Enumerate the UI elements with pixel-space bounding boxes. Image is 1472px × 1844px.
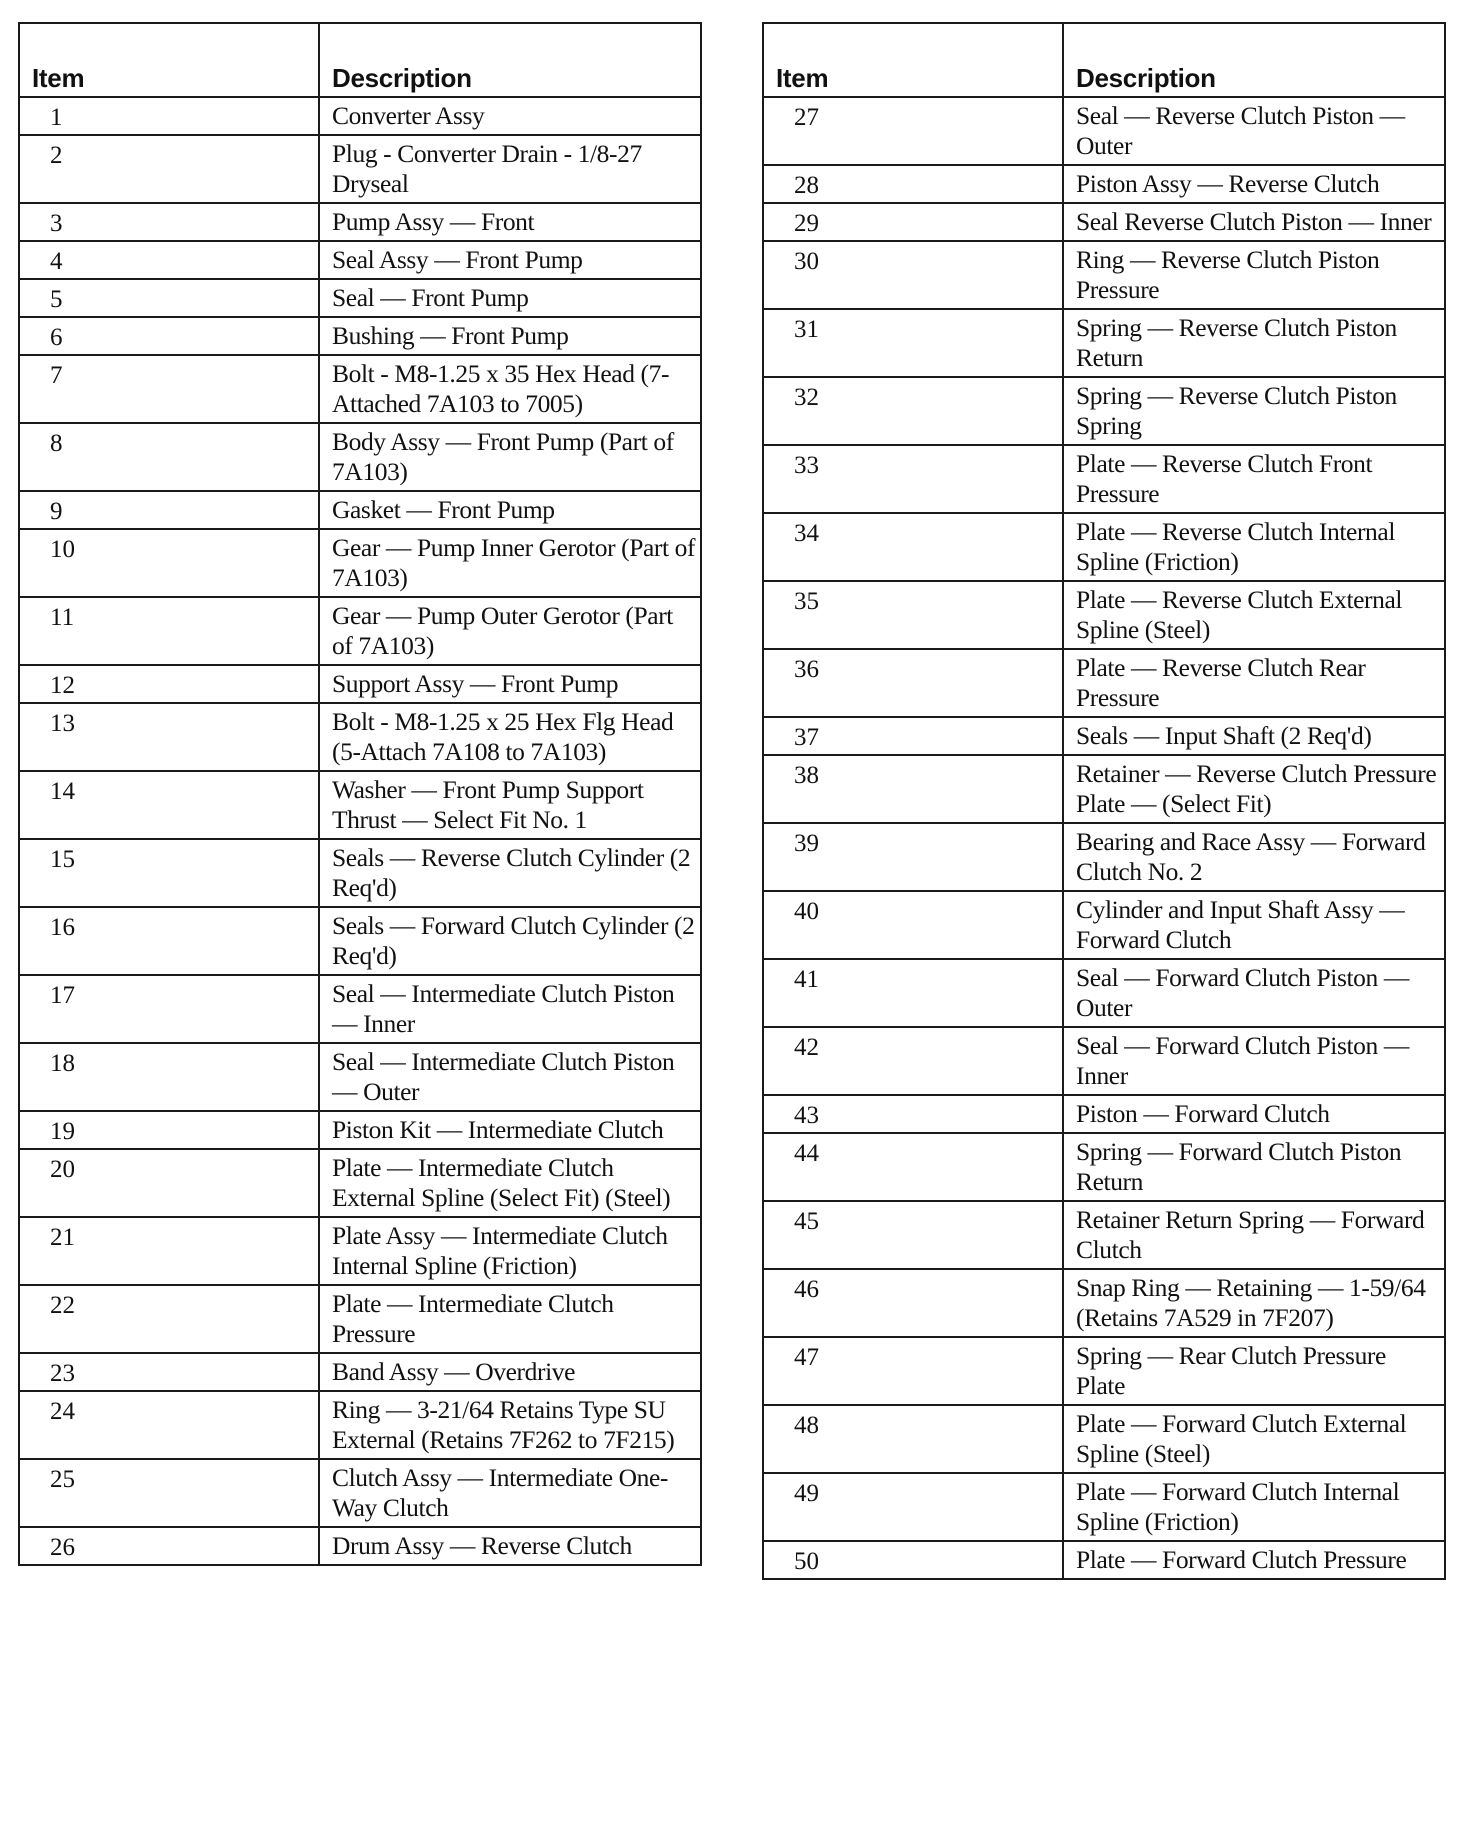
item-description: Ring — 3-21/64 Retains Type SU External (Retains 7F262 to 7F215): [319, 1391, 701, 1459]
table-row: [19, 703, 701, 771]
parts-table-right-body: [763, 97, 1445, 1579]
item-number: 19: [19, 1111, 319, 1149]
item-number: 24: [19, 1391, 319, 1459]
item-number: 18: [19, 1043, 319, 1111]
table-row: [19, 355, 701, 423]
table-row: [19, 1459, 701, 1527]
item-number: 42: [763, 1027, 1063, 1095]
item-description: Clutch Assy — Intermediate One-Way Clutch: [319, 1459, 701, 1527]
table-row: [19, 423, 701, 491]
item-description: Plate — Reverse Clutch External Spline (Steel): [1063, 581, 1445, 649]
item-description: Seal Reverse Clutch Piston — Inner: [1063, 203, 1445, 241]
item-number: 1: [19, 97, 319, 135]
item-description: Bushing — Front Pump: [319, 317, 701, 355]
table-row: [19, 1043, 701, 1111]
item-number: 4: [19, 241, 319, 279]
item-number: 35: [763, 581, 1063, 649]
item-number: 48: [763, 1405, 1063, 1473]
item-number: 5: [19, 279, 319, 317]
item-number: 22: [19, 1285, 319, 1353]
parts-table-left-body: [19, 97, 701, 1565]
table-header-row: [763, 23, 1445, 97]
table-row: [763, 1201, 1445, 1269]
table-row: [19, 665, 701, 703]
parts-table-right: [762, 22, 1446, 1580]
item-number: 29: [763, 203, 1063, 241]
item-description: Body Assy — Front Pump (Part of 7A103): [319, 423, 701, 491]
item-number: 40: [763, 891, 1063, 959]
item-number: 41: [763, 959, 1063, 1027]
item-column-header: Item: [763, 23, 1063, 97]
item-number: 25: [19, 1459, 319, 1527]
item-description: Seals — Reverse Clutch Cylinder (2 Req'd): [319, 839, 701, 907]
item-description: Band Assy — Overdrive: [319, 1353, 701, 1391]
item-number: 2: [19, 135, 319, 203]
item-description: Retainer Return Spring — Forward Clutch: [1063, 1201, 1445, 1269]
table-row: [763, 1095, 1445, 1133]
item-number: 34: [763, 513, 1063, 581]
item-description: Spring — Reverse Clutch Piston Return: [1063, 309, 1445, 377]
table-row: [19, 1285, 701, 1353]
item-number: 9: [19, 491, 319, 529]
table-row: [763, 97, 1445, 165]
description-column-header: Description: [1063, 23, 1445, 97]
item-description: Bolt - M8-1.25 x 25 Hex Flg Head (5-Attach 7A108 to 7A103): [319, 703, 701, 771]
item-number: 47: [763, 1337, 1063, 1405]
item-number: 10: [19, 529, 319, 597]
item-number: 30: [763, 241, 1063, 309]
table-row: [763, 891, 1445, 959]
item-number: 46: [763, 1269, 1063, 1337]
table-row: [763, 1405, 1445, 1473]
item-description: Bearing and Race Assy — Forward Clutch No. 2: [1063, 823, 1445, 891]
table-row: [763, 959, 1445, 1027]
item-number: 21: [19, 1217, 319, 1285]
item-number: 37: [763, 717, 1063, 755]
item-description: Plate — Forward Clutch External Spline (Steel): [1063, 1405, 1445, 1473]
item-number: 44: [763, 1133, 1063, 1201]
item-description: Spring — Reverse Clutch Piston Spring: [1063, 377, 1445, 445]
table-row: [19, 975, 701, 1043]
item-description: Spring — Rear Clutch Pressure Plate: [1063, 1337, 1445, 1405]
item-description: Gear — Pump Outer Gerotor (Part of 7A103): [319, 597, 701, 665]
table-row: [763, 1337, 1445, 1405]
item-description: Seal — Intermediate Clutch Piston — Inner: [319, 975, 701, 1043]
item-number: 31: [763, 309, 1063, 377]
table-row: [19, 241, 701, 279]
item-description: Drum Assy — Reverse Clutch: [319, 1527, 701, 1565]
item-description: Plate — Intermediate Clutch Pressure: [319, 1285, 701, 1353]
item-description: Seal — Front Pump: [319, 279, 701, 317]
table-row: [763, 309, 1445, 377]
item-number: 38: [763, 755, 1063, 823]
item-number: 50: [763, 1541, 1063, 1579]
table-row: [763, 1473, 1445, 1541]
item-description: Seal — Forward Clutch Piston — Inner: [1063, 1027, 1445, 1095]
item-description: Snap Ring — Retaining — 1-59/64 (Retains 7A529 in 7F207): [1063, 1269, 1445, 1337]
item-description: Plate Assy — Intermediate Clutch Internal Spline (Friction): [319, 1217, 701, 1285]
item-description: Piston Kit — Intermediate Clutch: [319, 1111, 701, 1149]
item-description: Spring — Forward Clutch Piston Return: [1063, 1133, 1445, 1201]
table-row: [763, 1133, 1445, 1201]
item-description: Bolt - M8-1.25 x 35 Hex Head (7-Attached 7A103 to 7005): [319, 355, 701, 423]
item-number: 16: [19, 907, 319, 975]
table-row: [19, 97, 701, 135]
item-number: 23: [19, 1353, 319, 1391]
table-row: [763, 1541, 1445, 1579]
item-description: Piston Assy — Reverse Clutch: [1063, 165, 1445, 203]
item-description: Plug - Converter Drain - 1/8-27 Dryseal: [319, 135, 701, 203]
table-row: [763, 581, 1445, 649]
table-row: [19, 135, 701, 203]
table-row: [19, 1527, 701, 1565]
item-number: 49: [763, 1473, 1063, 1541]
item-description: Plate — Reverse Clutch Rear Pressure: [1063, 649, 1445, 717]
table-row: [19, 1217, 701, 1285]
table-row: [763, 377, 1445, 445]
table-row: [763, 513, 1445, 581]
item-description: Plate — Reverse Clutch Front Pressure: [1063, 445, 1445, 513]
table-row: [19, 907, 701, 975]
parts-table-left: [18, 22, 702, 1566]
table-row: [763, 445, 1445, 513]
table-row: [763, 717, 1445, 755]
item-description: Seal Assy — Front Pump: [319, 241, 701, 279]
table-row: [19, 529, 701, 597]
item-description: Washer — Front Pump Support Thrust — Select Fit No. 1: [319, 771, 701, 839]
item-number: 36: [763, 649, 1063, 717]
item-description: Retainer — Reverse Clutch Pressure Plate — (Select Fit): [1063, 755, 1445, 823]
item-description: Seal — Reverse Clutch Piston — Outer: [1063, 97, 1445, 165]
table-row: [763, 165, 1445, 203]
item-description: Pump Assy — Front: [319, 203, 701, 241]
item-number: 26: [19, 1527, 319, 1565]
item-number: 45: [763, 1201, 1063, 1269]
item-number: 20: [19, 1149, 319, 1217]
description-column-header: Description: [319, 23, 701, 97]
table-header-row: [19, 23, 701, 97]
item-number: 6: [19, 317, 319, 355]
item-description: Gasket — Front Pump: [319, 491, 701, 529]
table-row: [19, 317, 701, 355]
item-description: Plate — Forward Clutch Pressure: [1063, 1541, 1445, 1579]
item-number: 7: [19, 355, 319, 423]
item-description: Converter Assy: [319, 97, 701, 135]
item-number: 11: [19, 597, 319, 665]
item-number: 27: [763, 97, 1063, 165]
item-number: 33: [763, 445, 1063, 513]
table-row: [19, 279, 701, 317]
table-row: [19, 491, 701, 529]
table-row: [19, 1149, 701, 1217]
table-row: [763, 649, 1445, 717]
item-number: 43: [763, 1095, 1063, 1133]
item-number: 32: [763, 377, 1063, 445]
item-description: Seal — Forward Clutch Piston — Outer: [1063, 959, 1445, 1027]
table-row: [19, 597, 701, 665]
table-row: [19, 1353, 701, 1391]
table-row: [763, 1269, 1445, 1337]
item-description: Seal — Intermediate Clutch Piston — Outer: [319, 1043, 701, 1111]
item-description: Ring — Reverse Clutch Piston Pressure: [1063, 241, 1445, 309]
table-row: [763, 203, 1445, 241]
item-number: 3: [19, 203, 319, 241]
item-number: 14: [19, 771, 319, 839]
item-description: Cylinder and Input Shaft Assy — Forward Clutch: [1063, 891, 1445, 959]
item-description: Piston — Forward Clutch: [1063, 1095, 1445, 1133]
table-row: [19, 1111, 701, 1149]
item-description: Plate — Reverse Clutch Internal Spline (Friction): [1063, 513, 1445, 581]
table-row: [19, 203, 701, 241]
table-row: [19, 839, 701, 907]
item-description: Seals — Forward Clutch Cylinder (2 Req'd): [319, 907, 701, 975]
table-row: [763, 241, 1445, 309]
item-number: 39: [763, 823, 1063, 891]
item-number: 8: [19, 423, 319, 491]
table-row: [19, 1391, 701, 1459]
item-column-header: Item: [19, 23, 319, 97]
table-row: [763, 823, 1445, 891]
item-description: Seals — Input Shaft (2 Req'd): [1063, 717, 1445, 755]
item-description: Plate — Forward Clutch Internal Spline (Friction): [1063, 1473, 1445, 1541]
item-number: 13: [19, 703, 319, 771]
item-number: 15: [19, 839, 319, 907]
item-number: 12: [19, 665, 319, 703]
item-description: Gear — Pump Inner Gerotor (Part of 7A103): [319, 529, 701, 597]
item-number: 17: [19, 975, 319, 1043]
item-description: Plate — Intermediate Clutch External Spline (Select Fit) (Steel): [319, 1149, 701, 1217]
table-row: [19, 771, 701, 839]
table-row: [763, 755, 1445, 823]
table-row: [763, 1027, 1445, 1095]
item-description: Support Assy — Front Pump: [319, 665, 701, 703]
item-number: 28: [763, 165, 1063, 203]
